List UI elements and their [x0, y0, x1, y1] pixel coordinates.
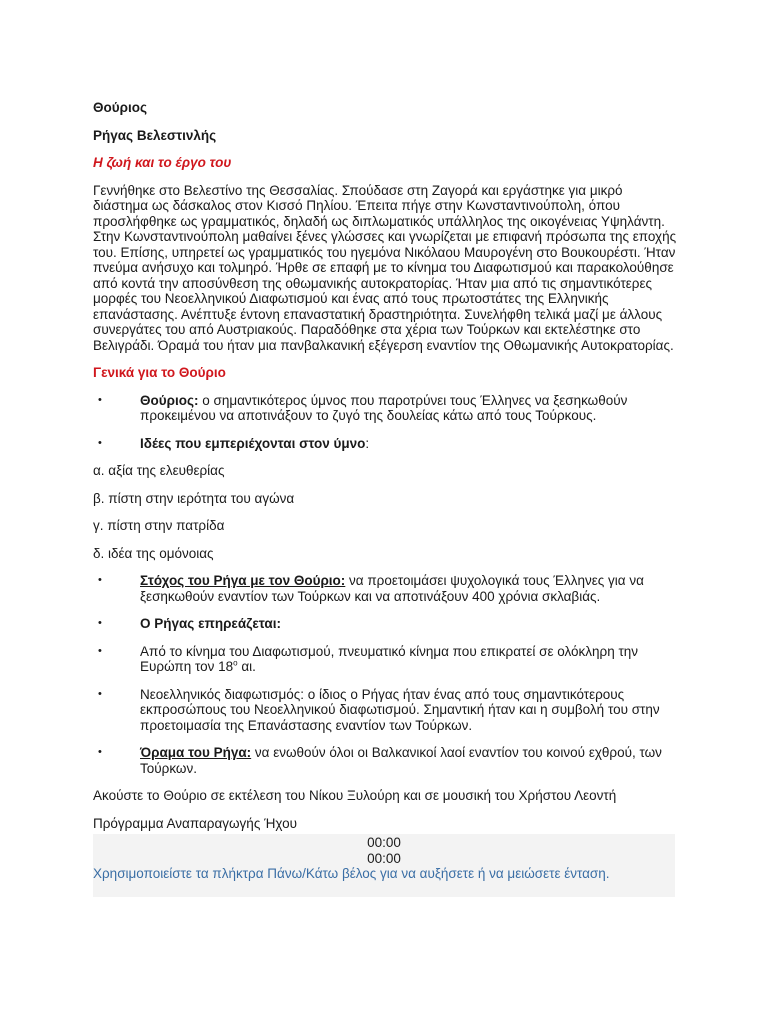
- bullet-text: να προετοιμάσει ψυχολογικά τους Έλληνες για να ξεσηκωθούν εναντίον των Τούρκων και να αποτινάξουν 400 χρόνια σκλαβιάς.: [140, 573, 644, 604]
- list-item: [93, 436, 677, 452]
- bullet-text: :: [365, 435, 370, 451]
- list-item: [93, 745, 677, 776]
- list-item: [93, 573, 677, 604]
- bullet-label: Όραμα του Ρήγα:: [140, 745, 252, 760]
- bullet-text: Από το κίνημα του Διαφωτισμού, πνευματικό κίνημα που επικρατεί σε ολόκληρη την Ευρώπη τον 18: [140, 643, 639, 674]
- biography-paragraph: Γεννήθηκε στο Βελεστίνο της Θεσσαλίας. Σπούδασε στη Ζαγορά και εργάστηκε για μικρό διάστημα ως δάσκαλος στον Κισσό Πηλίου. Έπειτα πήγε στην Κωνσταντινούπολη, όπου προσλήφθηκε ως γραμματικός, δηλαδή ως διπλωματικός υπάλληλος της οικογένειας Υψηλάντη. Στην Κωνσταντινούπολη μαθαίνει ξένες γλώσσες και γνωρίζεται με επιφανή πρόσωπα της εποχής του. Επίσης, υπηρετεί ως γραμματικός του ηγεμόνα Νικόλαου Μαυρογένη στο Βουκουρέστι. Ήταν πνεύμα ανήσυχο και τολμηρό. Ήρθε σε επαφή με το κίνημα του Διαφωτισμού και παρακολούθησε από κοντά την αποσύνθεση της οθωμανικής αυτοκρατορίας. Ήταν μια από τις σημαντικότερες μορφές του Νεοελληνικού Διαφωτισμού και ένας από τους πρωτοστάτες της Ελληνικής επανάστασης. Ανέπτυξε έντονη επαναστατική δραστηριότητα. Συνελήφθη τελικά μαζί με άλλους συνεργάτες του από Αυστριακούς. Παραδόθηκε στα χέρια των Τούρκων και εκτελέστηκε στο Βελιγράδι. Όραμά του ήταν μια πανβαλκανική εξέγερση εναντίον της Οθωμανικής Αυτοκρατορίας.: [93, 182, 677, 353]
- current-time: 00:00: [367, 835, 401, 850]
- superscript: ο: [233, 658, 238, 668]
- listen-text: Ακούστε το Θούριο σε εκτέλεση του Νίκου Ξυλούρη και σε μουσική του Χρήστου Λεοντή: [93, 788, 617, 803]
- bullet-text: να ενωθούν όλοι οι Βαλκανικοί λαοί εναντίον του κοινού εχθρού, των Τούρκων.: [140, 745, 662, 776]
- section-heading-life: Η ζωή και το έργο του: [93, 155, 232, 170]
- list-item: [93, 393, 677, 424]
- list-item: [93, 687, 677, 734]
- list-item: [93, 644, 677, 675]
- bullet-icon: •: [98, 617, 102, 629]
- bullet-icon: •: [98, 574, 102, 586]
- list-item: [93, 616, 677, 632]
- bullet-text-tail: αι.: [237, 659, 256, 674]
- idea-item: α. αξία της ελευθερίας: [93, 463, 225, 478]
- bullet-text: ο σημαντικότερος ύμνος που παροτρύνει τους Έλληνες να ξεσηκωθούν προκειμένου να αποτινάξουν το ζυγό της δουλείας κάτω από τους Τούρκους.: [140, 392, 628, 423]
- bullet-icon: •: [98, 436, 102, 449]
- bullet-label: Ιδέες που εμπεριέχονται στον ύμνο: [140, 435, 366, 451]
- audio-player-label: Πρόγραμμα Αναπαραγωγής Ήχου: [93, 815, 297, 831]
- idea-item: β. πίστη στην ιερότητα του αγώνα: [93, 490, 295, 506]
- bullet-text: Νεοελληνικός διαφωτισμός: ο ίδιος ο Ρήγας ήταν ένας από τους σημαντικότερους εκπροσώπους του Νεοελληνικού διαφωτισμού. Σημαντική ήταν και η συμβολή του στην προετοιμασία της Επανάστασης εναντίον των Τούρκων.: [140, 686, 660, 733]
- section-heading-thourios: Γενικά για το Θούριο: [93, 365, 226, 380]
- bullet-icon: •: [98, 687, 102, 700]
- idea-item: δ. ιδέα της ομόνοιας: [93, 545, 214, 561]
- bullet-label: Ο Ρήγας επηρεάζεται:: [140, 616, 281, 631]
- volume-hint: Χρησιμοποιείστε τα πλήκτρα Πάνω/Κάτω βέλος για να αυξήσετε ή να μειώσετε ένταση.: [93, 866, 610, 881]
- bullet-icon: •: [98, 746, 102, 758]
- bullet-label: Στόχος του Ρήγα με τον Θούριο:: [140, 573, 346, 588]
- bullet-label: Θούριος:: [140, 392, 199, 408]
- page-title: Θούριος: [93, 100, 147, 115]
- bullet-icon: •: [98, 644, 102, 657]
- audio-player[interactable]: [93, 834, 675, 897]
- duration-time: 00:00: [367, 850, 401, 866]
- idea-item: γ. πίστη στην πατρίδα: [93, 518, 225, 533]
- author-name: Ρήγας Βελεστινλής: [93, 127, 217, 143]
- document-content: [93, 100, 677, 897]
- bullet-icon: •: [98, 393, 102, 406]
